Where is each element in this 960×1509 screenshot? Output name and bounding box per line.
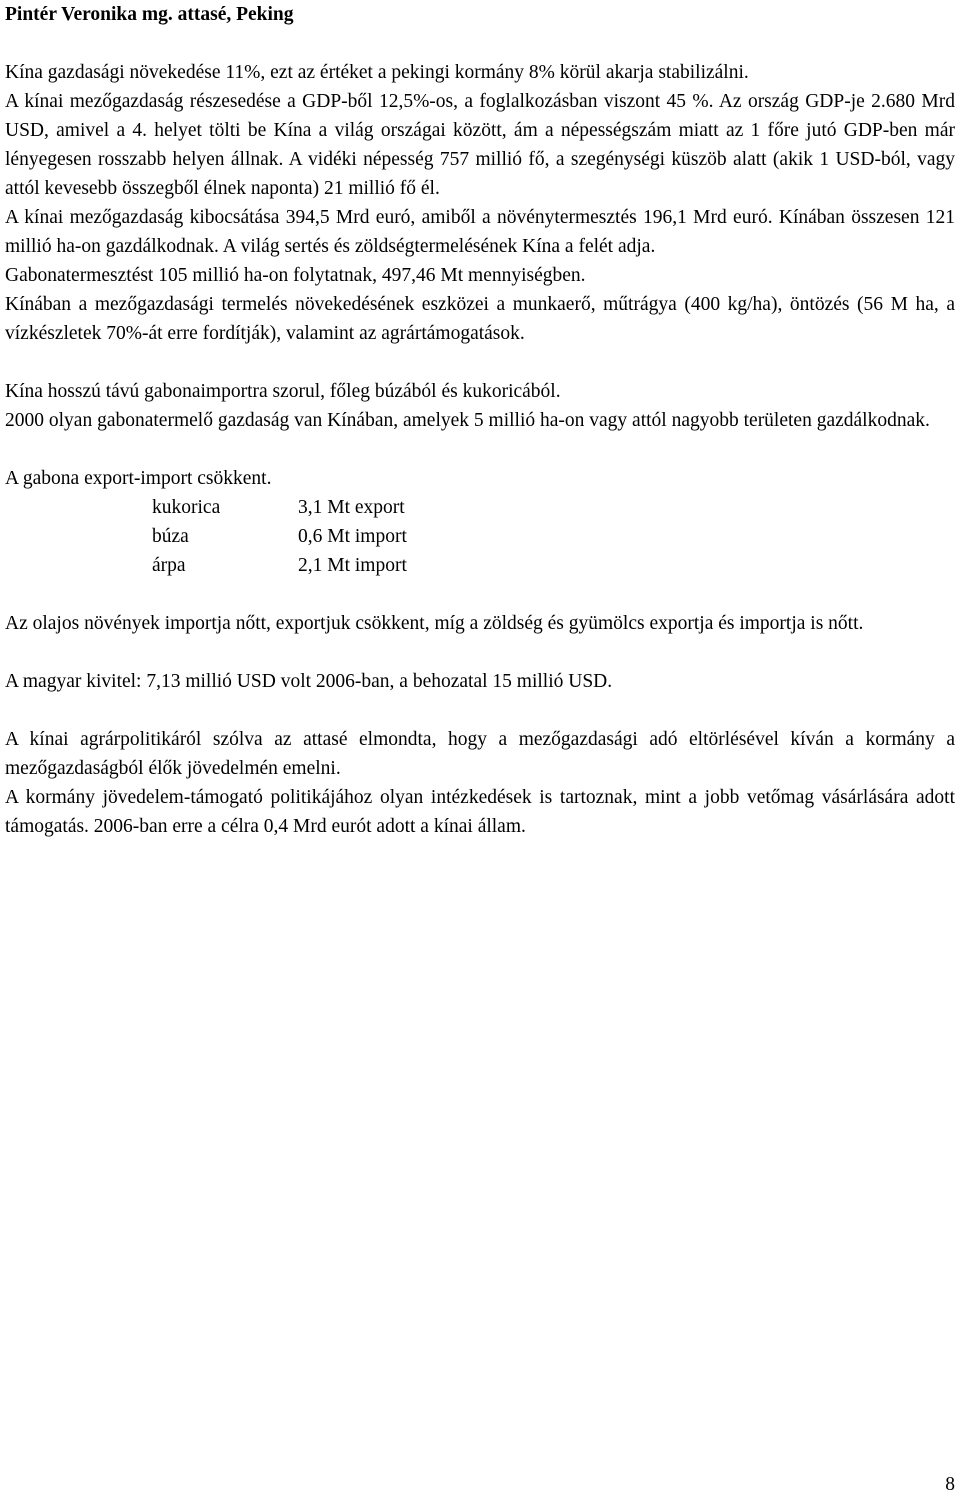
paragraph-hungarian-trade: A magyar kivitel: 7,13 millió USD volt 2006-ban, a behozatal 15 millió USD. (5, 671, 613, 692)
spacer (5, 348, 955, 377)
spacer (5, 435, 955, 464)
paragraph-export-import: A gabona export-import csökkent. (5, 468, 272, 489)
paragraph-income-support: A kormány jövedelem-támogató politikájához olyan intézkedések is tartoznak, mint a jobb vetőmag vásárlására adott támogatás. 2006-ban erre a célra 0,4 Mrd eurót adott a kínai állam. (5, 787, 955, 837)
paragraph-grain-farms: 2000 olyan gabonatermelő gazdaság van Kínában, amelyek 5 millió ha-on vagy attól nagyobb területen gazdálkodnak. (5, 410, 930, 431)
document-title: Pintér Veronika mg. attasé, Peking (5, 4, 294, 25)
spacer (5, 638, 955, 667)
trade-value: 0,6 Mt import (298, 526, 407, 547)
table-row (152, 522, 407, 551)
table-row (152, 551, 407, 580)
spacer (5, 696, 955, 725)
grain-trade-table (152, 493, 407, 580)
paragraph-gdp: A kínai mezőgazdaság részesedése a GDP-ből 12,5%-os, a foglalkozásban viszont 45 %. Az ország GDP-je 2.680 Mrd USD, amivel a 4. helyet tölti be Kína a világ országai között, ám a népességszám miatt az 1 főre jutó GDP-ben már lényegesen rosszabb helyen állnak. A vidéki népesség 757 millió fő, a szegénységi küszöb alatt (akik 1 USD-ból, vagy attól kevesebb összegből élnek naponta) 21 millió fő él. (5, 91, 955, 199)
spacer (5, 580, 955, 609)
paragraph-grain-import: Kína hosszú távú gabonaimportra szorul, főleg búzából és kukoricából. (5, 381, 561, 402)
crop-name: búza (152, 526, 189, 547)
paragraph-growth: Kína gazdasági növekedése 11%, ezt az értéket a pekingi kormány 8% körül akarja stabilizálni. (5, 62, 749, 83)
trade-value: 3,1 Mt export (298, 497, 405, 518)
paragraph-output: A kínai mezőgazdaság kibocsátása 394,5 Mrd euró, amiből a növénytermesztés 196,1 Mrd euró. Kínában összesen 121 millió ha-on gazdálkodnak. A világ sertés és zöldségtermelésének Kína a felét adja. (5, 207, 955, 257)
table-row (152, 493, 407, 522)
paragraph-agri-policy: A kínai agrárpolitikáról szólva az attasé elmondta, hogy a mezőgazdasági adó eltörlésével kíván a kormány a mezőgazdaságból élők jövedelmén emelni. (5, 729, 955, 779)
paragraph-oilseeds: Az olajos növények importja nőtt, exportjuk csökkent, míg a zöldség és gyümölcs exportja és importja is nőtt. (5, 613, 864, 634)
paragraph-grain-production: Gabonatermesztést 105 millió ha-on folytatnak, 497,46 Mt mennyiségben. (5, 265, 586, 286)
document-page (5, 0, 955, 841)
spacer (5, 29, 955, 58)
crop-name: kukorica (152, 497, 221, 518)
trade-value: 2,1 Mt import (298, 555, 407, 576)
page-number: 8 (945, 1474, 955, 1495)
paragraph-growth-factors: Kínában a mezőgazdasági termelés növekedésének eszközei a munkaerő, műtrágya (400 kg/ha), öntözés (56 M ha, a vízkészletek 70%-át erre fordítják), valamint az agrártámogatások. (5, 294, 955, 344)
crop-name: árpa (152, 555, 186, 576)
